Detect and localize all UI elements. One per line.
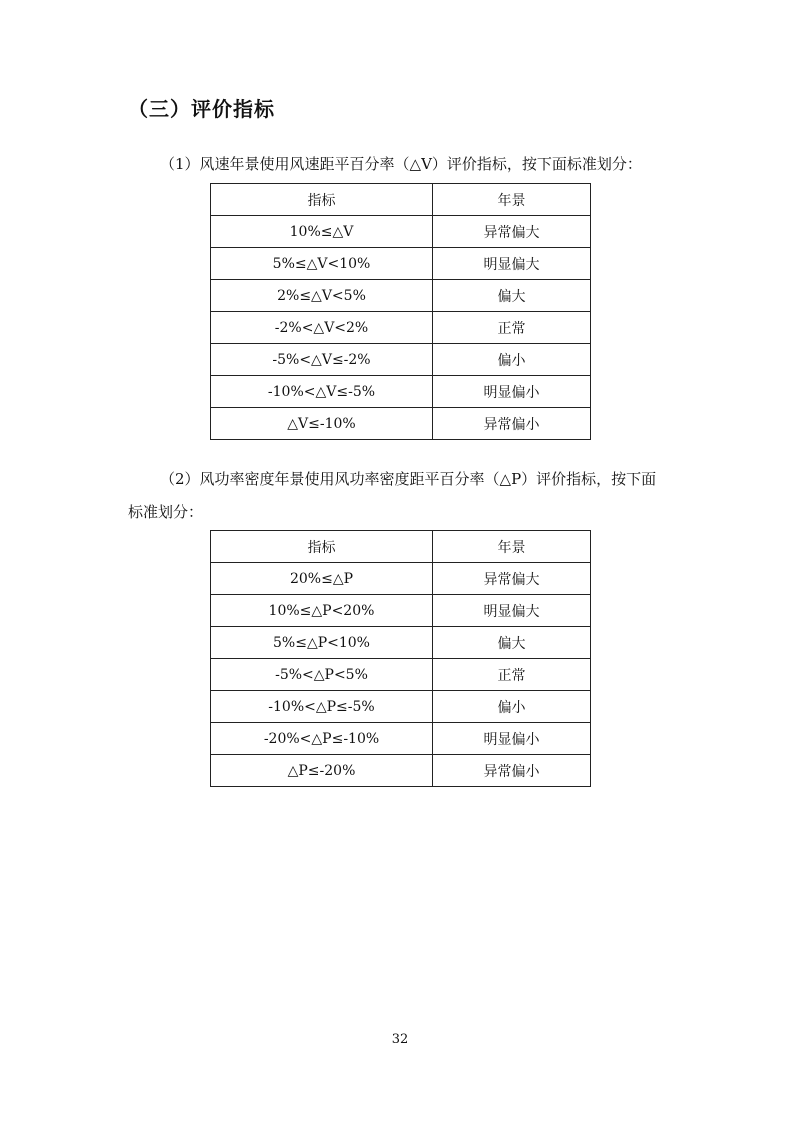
table-row xyxy=(211,723,591,755)
index-cell: 10%≤△P<20% xyxy=(211,595,433,627)
condition-cell: 偏大 xyxy=(433,280,591,312)
table-row xyxy=(211,216,591,248)
condition-cell: 明显偏小 xyxy=(433,376,591,408)
condition-cell: 偏小 xyxy=(433,691,591,723)
index-cell: -10%<△P≤-5% xyxy=(211,691,433,723)
table-row xyxy=(211,755,591,787)
condition-cell: 异常偏小 xyxy=(433,408,591,440)
table-row xyxy=(211,627,591,659)
paragraph-wind-speed-intro: （1）风速年景使用风速距平百分率（△V）评价指标，按下面标准划分： xyxy=(160,155,642,173)
wind-power-density-index-table xyxy=(210,530,591,787)
table-row xyxy=(211,659,591,691)
table-row xyxy=(211,408,591,440)
paragraph-wind-power-intro-line2: 标准划分： xyxy=(128,503,204,521)
condition-cell: 正常 xyxy=(433,659,591,691)
condition-cell: 异常偏大 xyxy=(433,563,591,595)
condition-cell: 异常偏大 xyxy=(433,216,591,248)
section-heading: （三）评价指标 xyxy=(128,97,275,121)
table-row xyxy=(211,563,591,595)
index-cell: 20%≤△P xyxy=(211,563,433,595)
index-cell: -5%<△P<5% xyxy=(211,659,433,691)
table-row xyxy=(211,312,591,344)
index-cell: △P≤-20% xyxy=(211,755,433,787)
condition-cell: 明显偏小 xyxy=(433,723,591,755)
table-header-row xyxy=(211,531,591,563)
wind-speed-index-table xyxy=(210,183,591,440)
index-cell: -5%<△V≤-2% xyxy=(211,344,433,376)
index-cell: -20%<△P≤-10% xyxy=(211,723,433,755)
table-row xyxy=(211,280,591,312)
index-cell: 5%≤△P<10% xyxy=(211,627,433,659)
condition-cell: 偏小 xyxy=(433,344,591,376)
header-index: 指标 xyxy=(211,184,433,216)
index-cell: 10%≤△V xyxy=(211,216,433,248)
index-cell: -10%<△V≤-5% xyxy=(211,376,433,408)
header-year-condition: 年景 xyxy=(433,184,591,216)
index-cell: 2%≤△V<5% xyxy=(211,280,433,312)
table-header-row xyxy=(211,184,591,216)
table-row xyxy=(211,595,591,627)
table-row xyxy=(211,691,591,723)
condition-cell: 明显偏大 xyxy=(433,248,591,280)
condition-cell: 明显偏大 xyxy=(433,595,591,627)
page-number: 32 xyxy=(391,1032,409,1047)
table-row xyxy=(211,376,591,408)
header-index: 指标 xyxy=(211,531,433,563)
condition-cell: 正常 xyxy=(433,312,591,344)
paragraph-wind-power-intro-line1: （2）风功率密度年景使用风功率密度距平百分率（△P）评价指标，按下面 xyxy=(160,470,657,488)
header-year-condition: 年景 xyxy=(433,531,591,563)
table-row xyxy=(211,248,591,280)
index-cell: △V≤-10% xyxy=(211,408,433,440)
table-row xyxy=(211,344,591,376)
condition-cell: 偏大 xyxy=(433,627,591,659)
condition-cell: 异常偏小 xyxy=(433,755,591,787)
index-cell: 5%≤△V<10% xyxy=(211,248,433,280)
index-cell: -2%<△V<2% xyxy=(211,312,433,344)
